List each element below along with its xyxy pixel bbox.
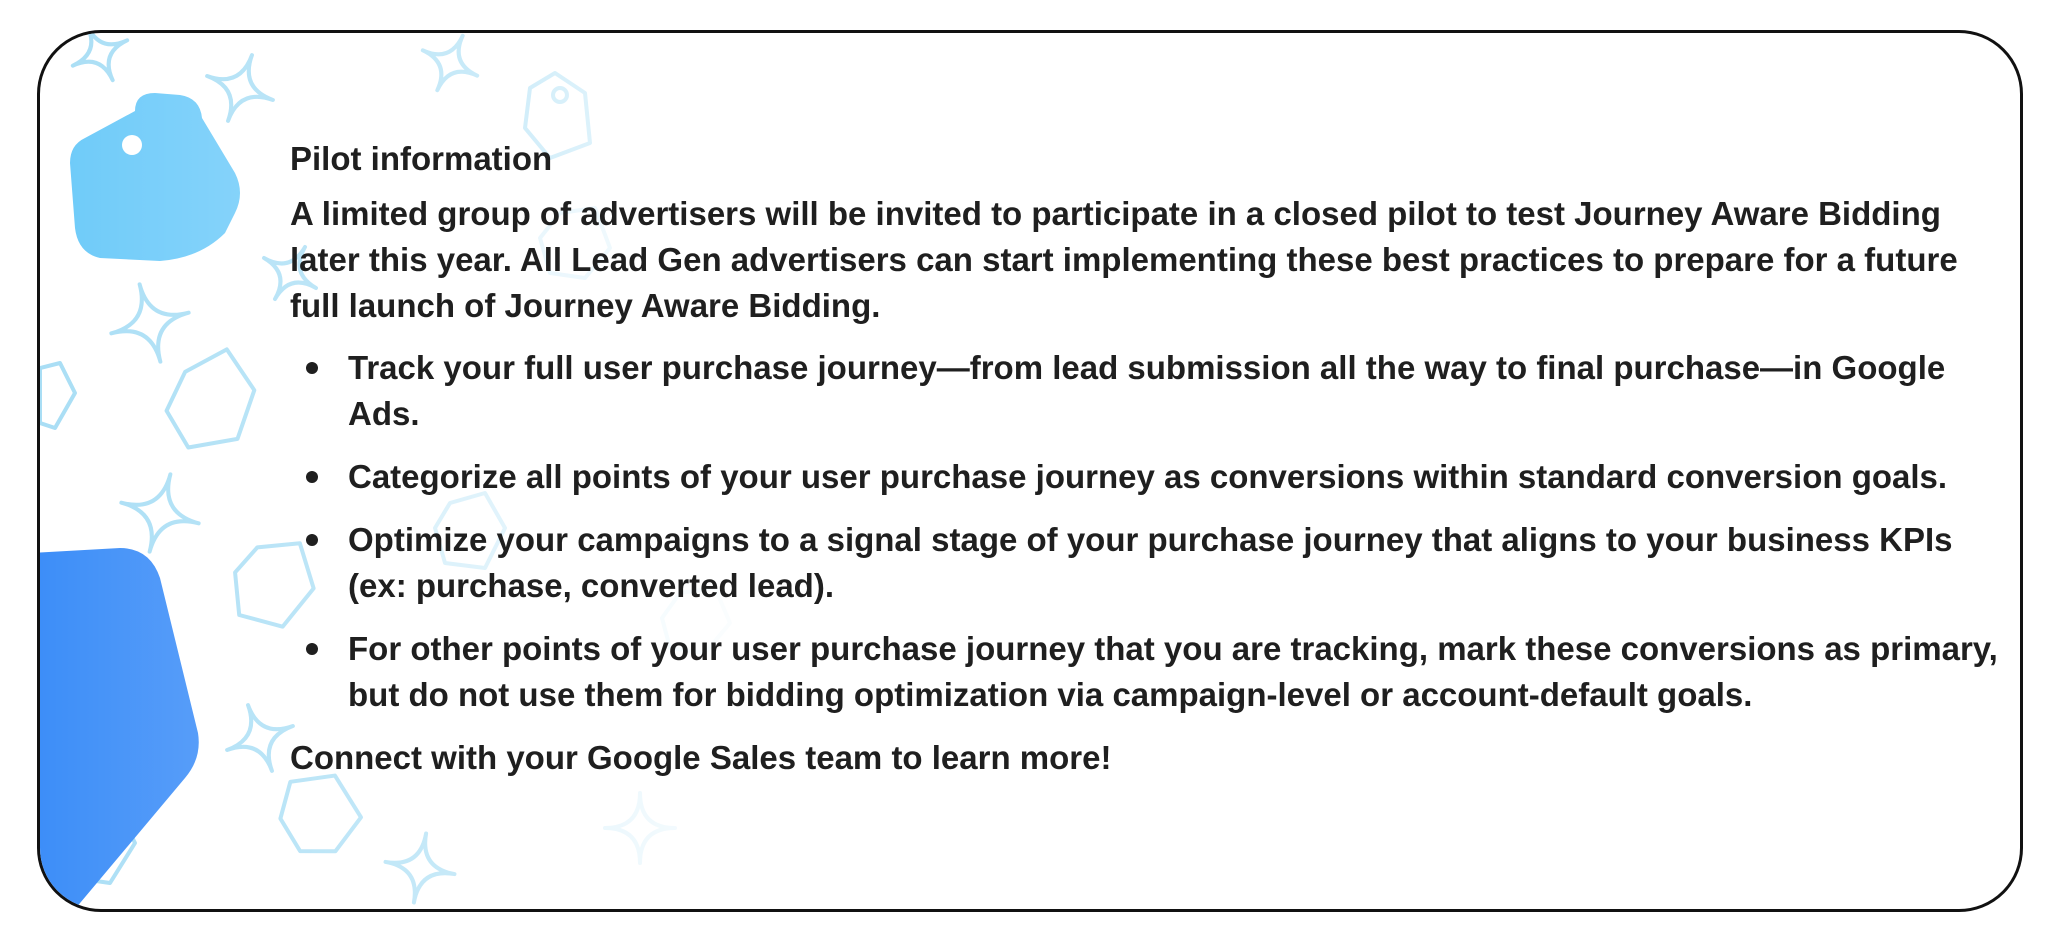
list-item-text: For other points of your user purchase journey that you are tracking, mark these conversions as primary, but do not use them for bidding optimization via campaign-level or account-default goals. <box>348 630 1998 713</box>
closing-line: Connect with your Google Sales team to learn more! <box>290 739 1112 776</box>
info-card <box>37 30 2023 912</box>
list-item <box>290 345 2000 437</box>
list-item-text: Optimize your campaigns to a signal stage of your purchase journey that aligns to your business KPIs (ex: purchase, converted lead). <box>348 521 1953 604</box>
bullet-icon <box>306 534 318 546</box>
list-item <box>290 626 2000 718</box>
list-item <box>290 517 2000 609</box>
bullet-icon <box>306 471 318 483</box>
list-item-text: Track your full user purchase journey—from lead submission all the way to final purchase—in Google Ads. <box>348 349 1946 432</box>
section-title: Pilot information <box>290 140 553 177</box>
bullet-icon <box>306 362 318 374</box>
best-practices-list <box>290 345 2000 718</box>
list-item-text: Categorize all points of your user purchase journey as conversions within standard conversion goals. <box>348 458 1948 495</box>
bullet-icon <box>306 643 318 655</box>
list-item <box>290 454 2000 500</box>
intro-paragraph: A limited group of advertisers will be invited to participate in a closed pilot to test Journey Aware Bidding later this year. All Lead Gen advertisers can start implementing these best practices to prepare for a future full launch of Journey Aware Bidding. <box>290 195 1958 324</box>
pilot-info-content <box>290 137 2000 781</box>
